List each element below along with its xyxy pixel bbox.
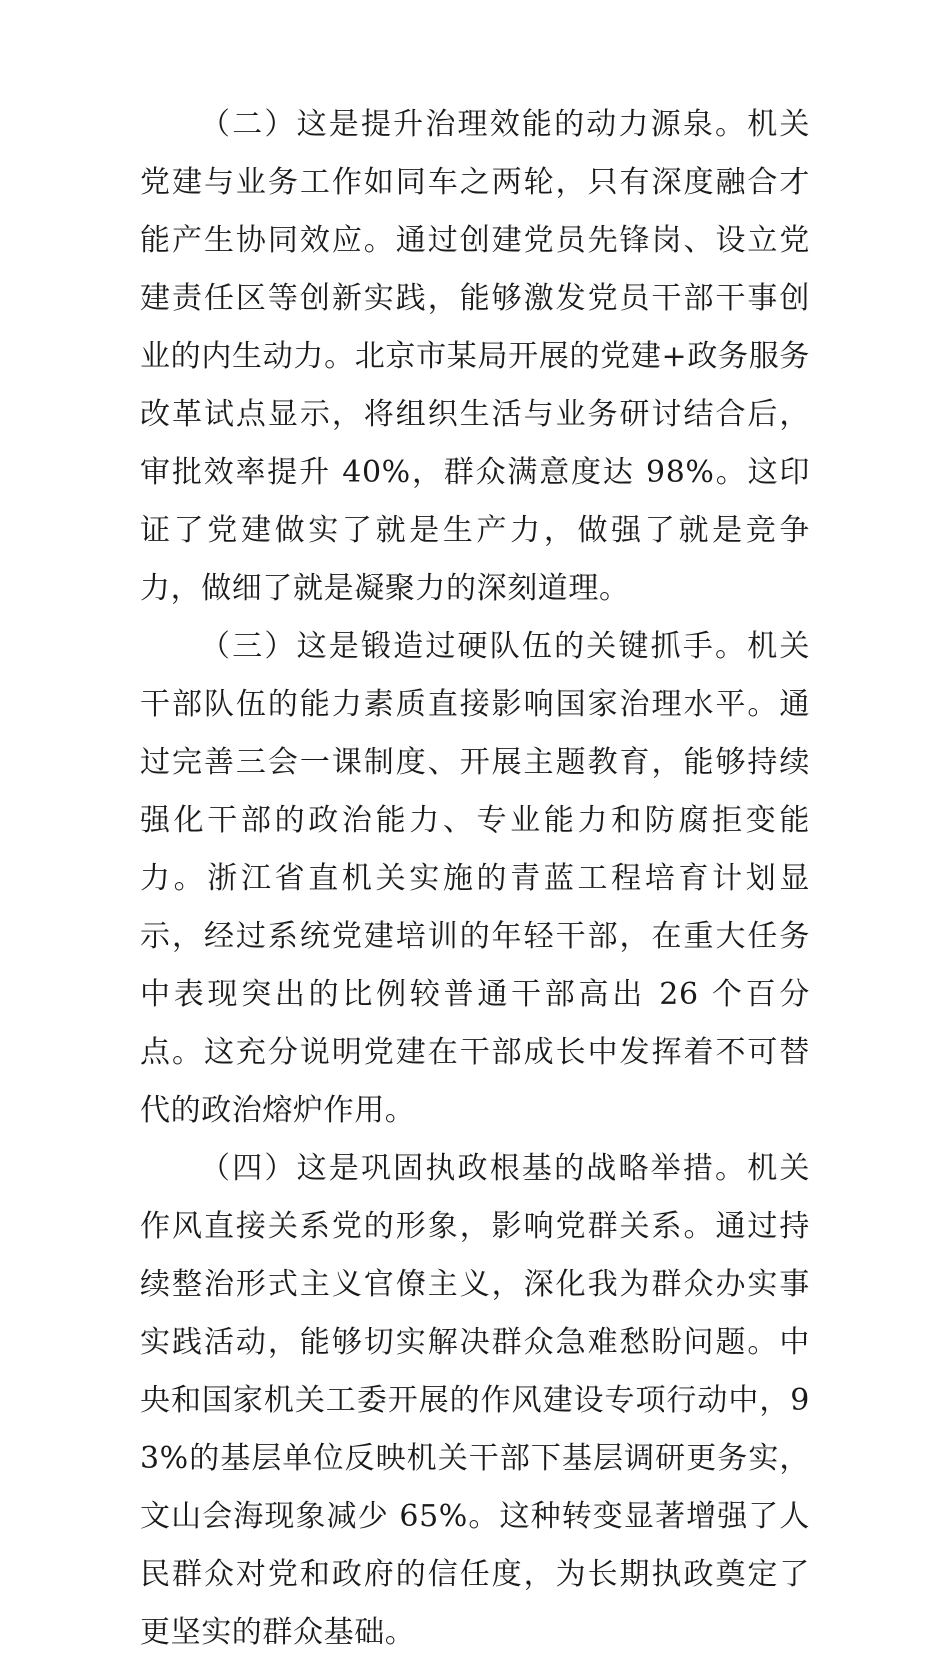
paragraph-three: （三）这是锻造过硬队伍的关键抓手。机关干部队伍的能力素质直接影响国家治理水平。通过完善三会一课制度、开展主题教育，能够持续强化干部的政治能力、专业能力和防腐拒变能力。浙江省直机关实施的青蓝工程培育计划显示，经过系统党建培训的年轻干部，在重大任务中表现突出的比例较普通干部高出 26 个百分点。这充分说明党建在干部成长中发挥着不可替代的政治熔炉作用。 — [140, 629, 810, 1128]
paragraph-two: （二）这是提升治理效能的动力源泉。机关党建与业务工作如同车之两轮，只有深度融合才能产生协同效应。通过创建党员先锋岗、设立党建责任区等创新实践，能够激发党员干部干事创业的内生动力。北京市某局开展的党建+政务服务改革试点显示，将组织生活与业务研讨结合后，审批效率提升 40%，群众满意度达 98%。这印证了党建做实了就是生产力，做强了就是竞争力，做细了就是凝聚力的深刻道理。 — [140, 107, 810, 606]
document-text-column — [140, 96, 810, 1662]
paragraph-four: （四）这是巩固执政根基的战略举措。机关作风直接关系党的形象，影响党群关系。通过持续整治形式主义官僚主义，深化我为群众办实事实践活动，能够切实解决群众急难愁盼问题。中央和国家机关工委开展的作风建设专项行动中，93%的基层单位反映机关干部下基层调研更务实，文山会海现象减少 65%。这种转变显著增强了人民群众对党和政府的信任度，为长期执政奠定了更坚实的群众基础。 — [140, 1151, 810, 1650]
